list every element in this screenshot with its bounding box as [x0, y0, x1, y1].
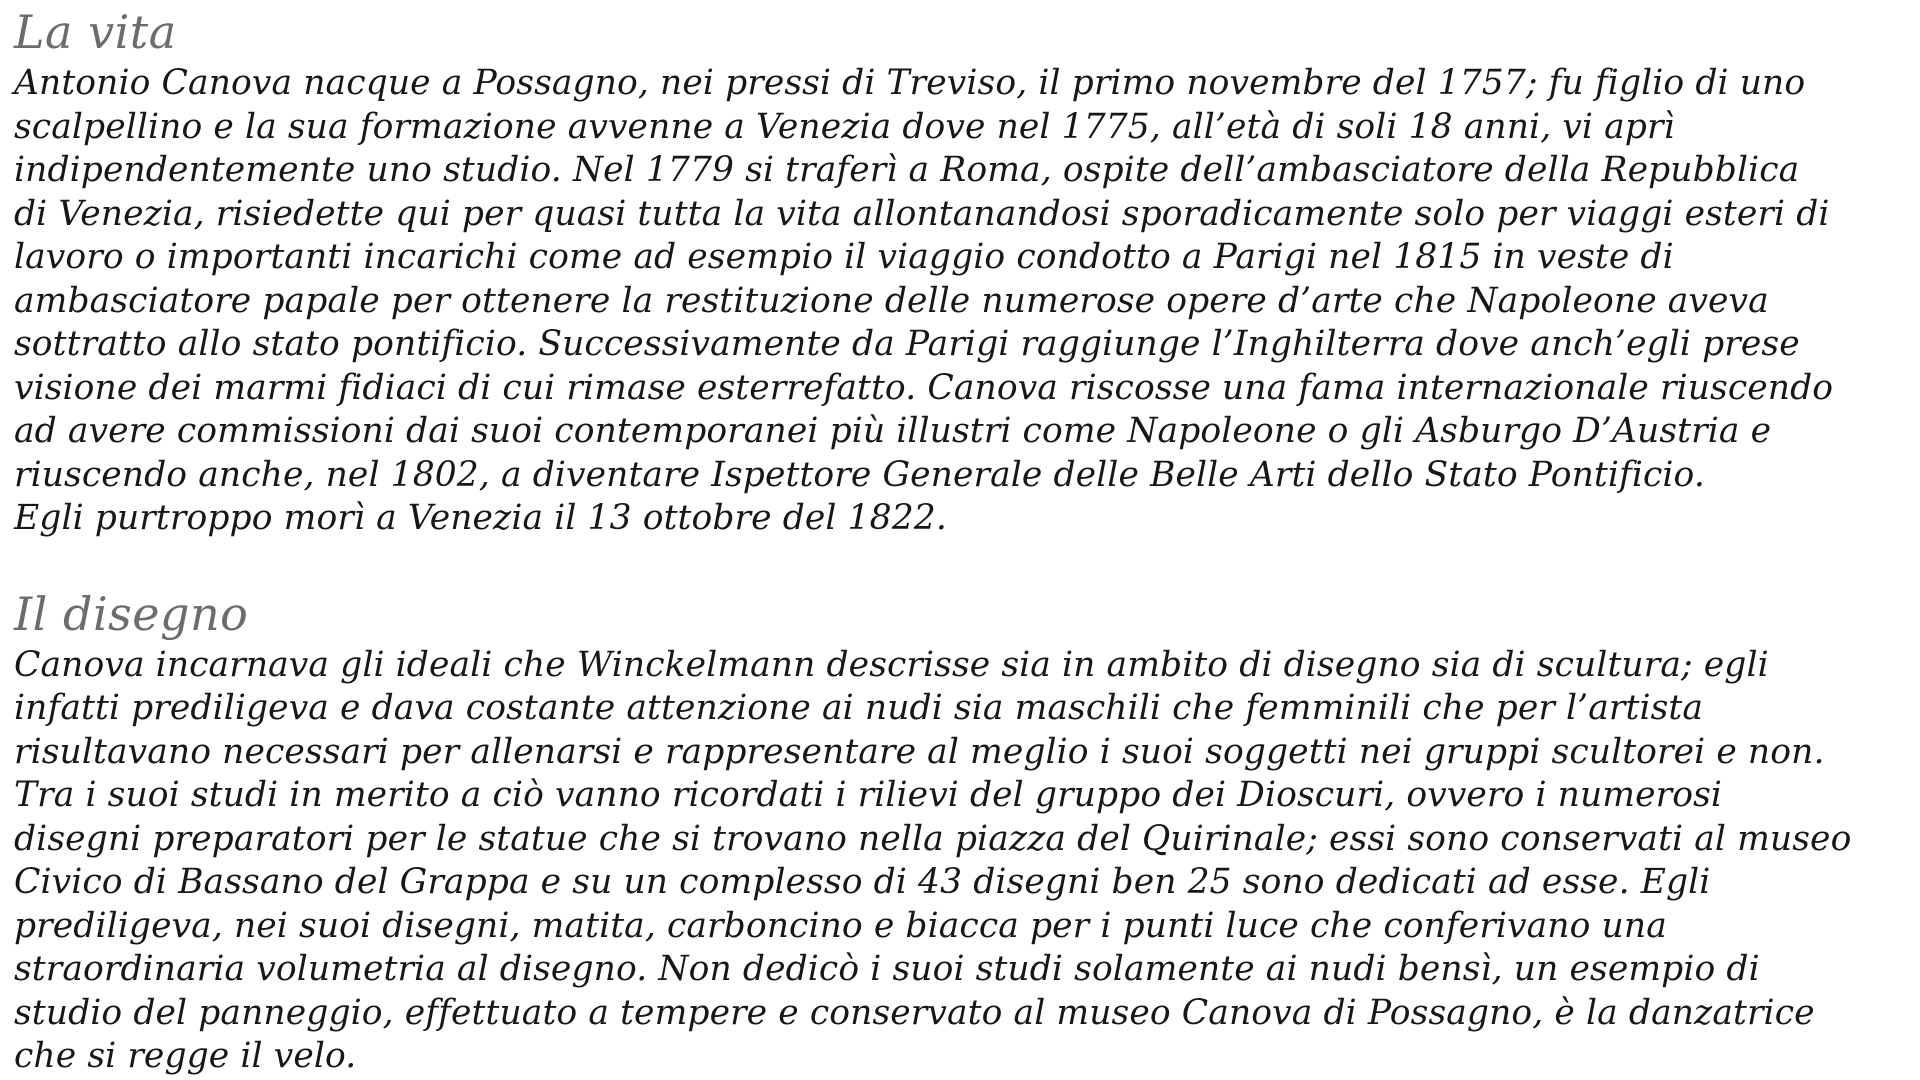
paragraph-line: infatti prediligeva e dava costante attenzione ai nudi sia maschili che femminili che per l’artista [14, 688, 1704, 728]
section-heading-la-vita: La vita [14, 5, 177, 59]
paragraph-line: visione dei marmi fidiaci di cui rimase esterrefatto. Canova riscosse una fama internazionale riuscendo [14, 367, 1834, 408]
paragraph-line: Egli purtroppo morì a Venezia il 13 ottobre del 1822. [14, 498, 947, 538]
section-la-vita [14, 2, 1906, 541]
paragraph-line: ad avere commissioni dai suoi contemporanei più illustri come Napoleone o gli Asburgo D’Austria e [14, 411, 1772, 451]
section-il-disegno [14, 584, 1906, 1079]
paragraph-line: studio del panneggio, effettuato a tempere e conservato al museo Canova di Possagno, è la danzatrice [14, 992, 1815, 1033]
paragraph-line: ambasciatore papale per ottenere la restituzione delle numerose opere d’arte che Napoleone aveva [14, 280, 1769, 321]
paragraph-line: Antonio Canova nacque a Possagno, nei pressi di Treviso, il primo novembre del 1757; fu figlio di uno [14, 63, 1806, 103]
paragraph-line: straordinaria volumetria al disegno. Non dedicò i suoi studi solamente ai nudi bensì, un esempio di [14, 949, 1760, 989]
paragraph-line: che si regge il velo. [14, 1036, 357, 1076]
paragraph-line: Civico di Bassano del Grappa e su un complesso di 43 disegni ben 25 sono dedicati ad esse. Egli [14, 862, 1711, 902]
paragraph-line: Canova incarnava gli ideali che Winckelmann descrisse sia in ambito di disegno sia di scultura; egli [14, 644, 1769, 685]
paragraph-line: disegni preparatori per le statue che si trovano nella piazza del Quirinale; essi sono conservati al museo [14, 818, 1852, 859]
paragraph-line: di Venezia, risiedette qui per quasi tutta la vita allontanandosi sporadicamente solo per viaggi esteri di [14, 193, 1830, 234]
paragraph-line: Tra i suoi studi in merito a ciò vanno ricordati i rilievi del gruppo dei Dioscuri, ovvero i numerosi [14, 775, 1723, 815]
paragraph-line: sottratto allo stato pontificio. Successivamente da Parigi raggiunge l’Inghilterra dove anch’egli prese [14, 324, 1800, 364]
paragraph-line: scalpellino e la sua formazione avvenne a Venezia dove nel 1775, all’età di soli 18 anni, vi aprì [14, 106, 1675, 147]
section-heading-il-disegno: Il disegno [14, 586, 249, 641]
paragraph-line: risultavano necessari per allenarsi e rappresentare al meglio i suoi soggetti nei gruppi scultorei e non. [14, 731, 1825, 772]
paragraph-line: prediligeva, nei suoi disegni, matita, carboncino e biacca per i punti luce che conferivano una [14, 905, 1667, 946]
paragraph-line: riuscendo anche, nel 1802, a diventare Ispettore Generale delle Belle Arti dello Stato Pontificio. [14, 454, 1705, 495]
section-paragraph-il-disegno [14, 644, 1906, 1079]
paragraph-line: indipendentemente uno studio. Nel 1779 si traferì a Roma, ospite dell’ambasciatore della Repubblica [14, 150, 1800, 190]
section-paragraph-la-vita [14, 62, 1906, 541]
paragraph-line: lavoro o importanti incarichi come ad esempio il viaggio condotto a Parigi nel 1815 in veste di [14, 237, 1674, 277]
